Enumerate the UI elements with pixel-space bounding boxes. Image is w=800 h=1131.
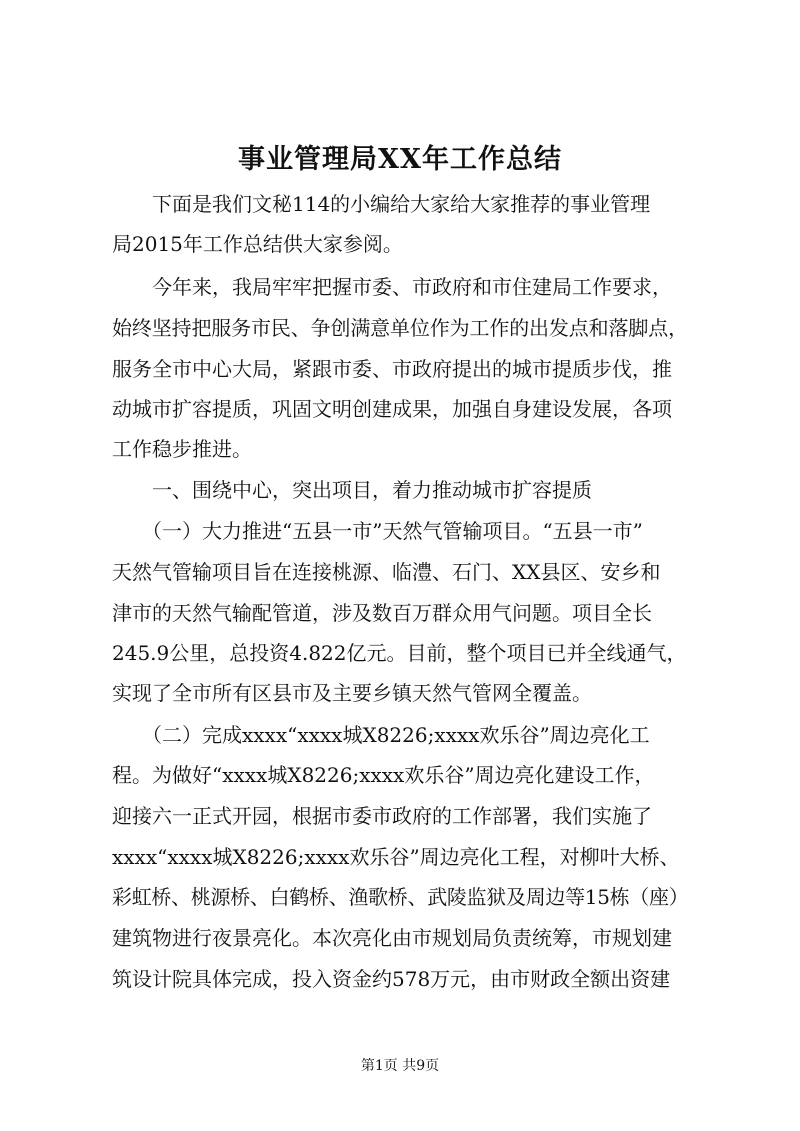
text-line: 筑设计院具体完成，投入资金约578万元，由市财政全额出资建 — [112, 967, 671, 991]
text-line: 建筑物进行夜景亮化。本次亮化由市规划局负责统筹，市规划建 — [112, 926, 672, 950]
text-line: 迎接六一正式开园，根据市委市政府的工作部署，我们实施了 — [112, 804, 652, 828]
text-line: 动城市扩容提质，巩固文明创建成果，加强自身建设发展，各项 — [112, 397, 672, 421]
text-line: 245.9公里，总投资4.822亿元。目前，整个项目已并全线通气， — [112, 641, 687, 665]
text-line: 程。为做好“xxxx城X8226;xxxx欢乐谷”周边亮化建设工作， — [112, 763, 655, 787]
text-line: 局2015年工作总结供大家参阅。 — [112, 232, 403, 256]
document-title: 事业管理局XX年工作总结 — [238, 144, 562, 175]
text-line: 津市的天然气输配管道，涉及数百万群众用气问题。项目全长 — [112, 601, 652, 625]
text-line: 服务全市中心大局，紧跟市委、市政府提出的城市提质步伐，推 — [112, 357, 672, 381]
text-line: 始终坚持把服务市民、争创满意单位作为工作的出发点和落脚点， — [112, 316, 688, 340]
text-line: xxxx“xxxx城X8226;xxxx欢乐谷”周边亮化工程，对柳叶大桥、 — [112, 845, 680, 869]
text-line: 今年来，我局牢牢把握市委、市政府和市住建局工作要求， — [112, 275, 672, 299]
page-number-footer: 第1页 共9页 — [360, 1058, 440, 1074]
text-line: 工作稳步推进。 — [112, 437, 252, 461]
text-line: 下面是我们文秘114的小编给大家给大家推荐的事业管理 — [112, 192, 651, 216]
text-line: （一）大力推进“五县一市”天然气管输项目。“五县一市” — [112, 519, 643, 543]
section-heading: 一、围绕中心，突出项目，着力推动城市扩容提质 — [112, 478, 592, 502]
text-line: 彩虹桥、桃源桥、白鹤桥、渔歌桥、武陵监狱及周边等15栋（座） — [112, 885, 689, 909]
text-line: 天然气管输项目旨在连接桃源、临澧、石门、XX县区、安乡和 — [112, 560, 661, 584]
text-line: 实现了全市所有区县市及主要乡镇天然气管网全覆盖。 — [112, 681, 592, 705]
text-line: （二）完成xxxx“xxxx城X8226;xxxx欢乐谷”周边亮化工 — [112, 723, 650, 747]
